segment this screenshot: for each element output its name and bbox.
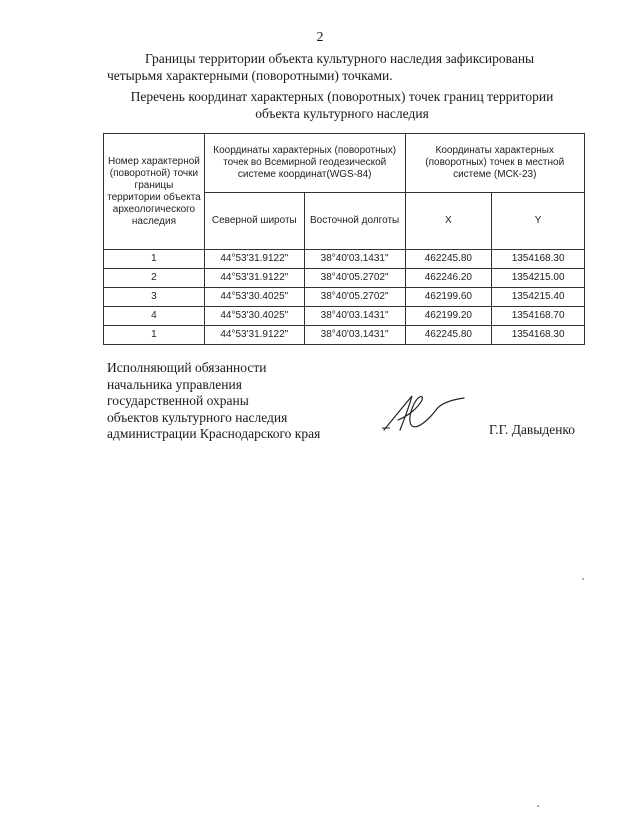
cell-longitude: 38°40'03.1431" [304,250,405,269]
signatory-title-line: администрации Краснодарского края [107,426,321,441]
coordinates-table [103,133,585,345]
cell-y: 1354215.00 [492,269,585,288]
cell-y: 1354168.30 [492,326,585,345]
cell-longitude: 38°40'03.1431" [304,307,405,326]
page-number: 2 [316,30,324,45]
cell-longitude: 38°40'03.1431" [304,326,405,345]
cell-point-number: 3 [104,288,205,307]
header-wgs84-group: Координаты характерных (поворотных) точек во Всемирной геодезической системе координат(WGS-84) [204,134,405,193]
table-row [104,307,585,326]
cell-y: 1354215.40 [492,288,585,307]
signatory-title [107,360,320,443]
header-latitude: Северной широты [204,193,304,250]
scan-speck [537,805,539,807]
header-local-group: Координаты характерных (поворотных) точек в местной системе (МСК-23) [405,134,585,193]
handwritten-signature [378,390,468,436]
cell-longitude: 38°40'05.2702" [304,269,405,288]
cell-point-number: 4 [104,307,205,326]
intro-paragraph: Границы территории объекта культурного наследия зафиксированы четырьмя характерными (поворотными) точками. [107,51,535,83]
signatory-name: Г.Г. Давыденко [489,422,576,437]
cell-point-number: 1 [104,250,205,269]
signatory-title-line: начальника управления [107,376,242,392]
header-x: X [405,193,492,250]
cell-x: 462199.20 [405,307,492,326]
table-row [104,269,585,288]
cell-x: 462245.80 [405,250,492,269]
table-row [104,250,585,269]
table-caption: Перечень координат характерных (поворотных) точек границ территории объекта культурного наследия [130,89,554,121]
cell-x: 462246.20 [405,269,492,288]
cell-y: 1354168.70 [492,307,585,326]
signatory-title-line: государственной охраны [107,393,249,408]
table-row [104,326,585,345]
cell-latitude: 44°53'30.4025" [204,288,304,307]
header-point-number: Номер характерной (поворотной) точки границы территории объекта археологического наследия [104,134,205,250]
signatory-title-line: Исполняющий обязанности [107,360,267,375]
cell-x: 462245.80 [405,326,492,345]
cell-latitude: 44°53'30.4025" [204,307,304,326]
table-row [104,288,585,307]
cell-x: 462199.60 [405,288,492,307]
cell-point-number: 2 [104,269,205,288]
header-longitude: Восточной долготы [304,193,405,250]
cell-y: 1354168.30 [492,250,585,269]
cell-latitude: 44°53'31.9122" [204,269,304,288]
signatory-title-line: объектов культурного наследия [107,409,288,425]
scan-speck [582,578,584,580]
cell-latitude: 44°53'31.9122" [204,326,304,345]
cell-point-number: 1 [104,326,205,345]
cell-latitude: 44°53'31.9122" [204,250,304,269]
cell-longitude: 38°40'05.2702" [304,288,405,307]
header-y: Y [492,193,585,250]
